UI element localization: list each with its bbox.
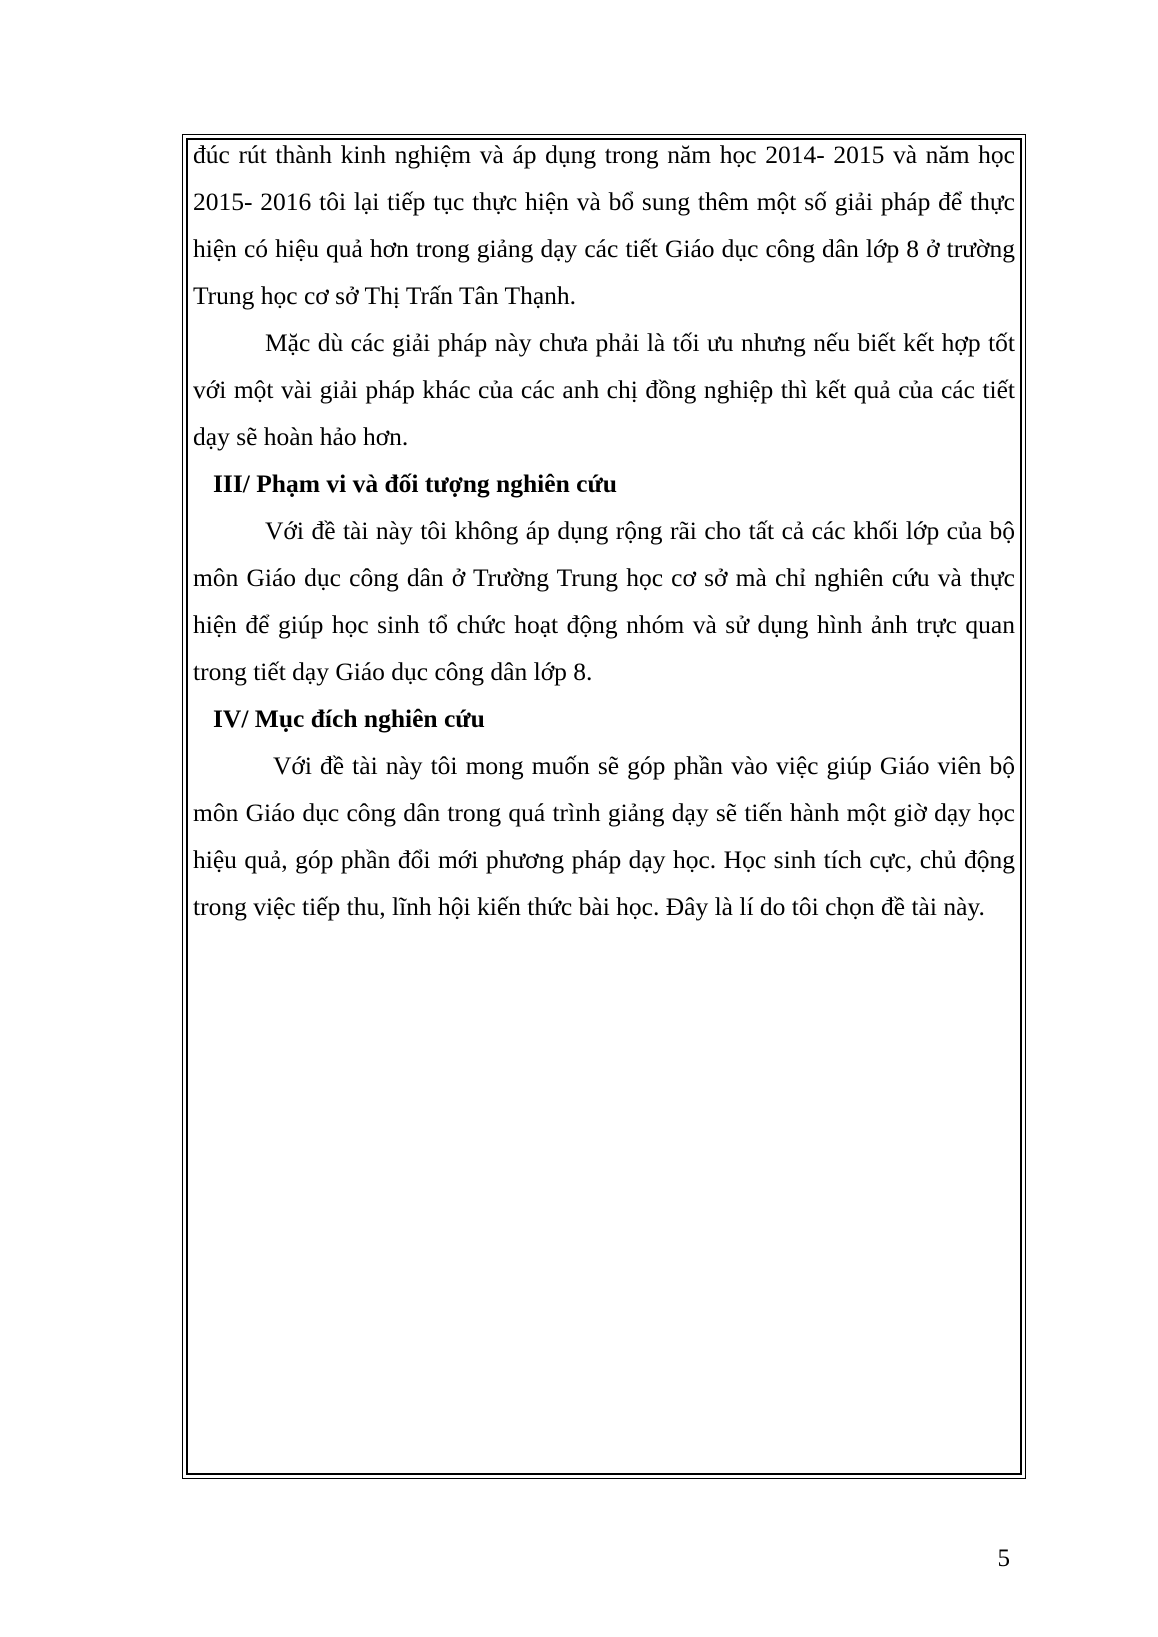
section-heading-purpose: IV/ Mục đích nghiên cứu [213, 704, 485, 733]
paragraph-purpose: Với đề tài này tôi mong muốn sẽ góp phần vào việc giúp Giáo viên bộ môn Giáo dục công dân trong quá trình giảng dạy sẽ tiến hành một giờ dạy học hiệu quả, góp phần đổi mới phương pháp dạy học. Học sinh tích cực, chủ động trong việc tiếp thu, lĩnh hội kiến thức bài học. Đây là lí do tôi chọn đề tài này. [193, 751, 1015, 921]
document-body [193, 131, 1015, 930]
paragraph-continuation: đúc rút thành kinh nghiệm và áp dụng trong năm học 2014- 2015 và năm học 2015- 2016 tôi lại tiếp tục thực hiện và bổ sung thêm một số giải pháp để thực hiện có hiệu quả hơn trong giảng dạy các tiết Giáo dục công dân lớp 8 ở trường Trung học cơ sở Thị Trấn Tân Thạnh. [193, 140, 1015, 310]
section-heading-scope: III/ Phạm vi và đối tượng nghiên cứu [213, 469, 617, 498]
paragraph-solutions-note: Mặc dù các giải pháp này chưa phải là tối ưu nhưng nếu biết kết hợp tốt với một vài giải pháp khác của các anh chị đồng nghiệp thì kết quả của các tiết dạy sẽ hoàn hảo hơn. [193, 328, 1015, 451]
paragraph-scope: Với đề tài này tôi không áp dụng rộng rãi cho tất cả các khối lớp của bộ môn Giáo dục công dân ở Trường Trung học cơ sở mà chỉ nghiên cứu và thực hiện để giúp học sinh tổ chức hoạt động nhóm và sử dụng hình ảnh trực quan trong tiết dạy Giáo dục công dân lớp 8. [193, 516, 1015, 686]
page-number: 5 [997, 1545, 1010, 1572]
